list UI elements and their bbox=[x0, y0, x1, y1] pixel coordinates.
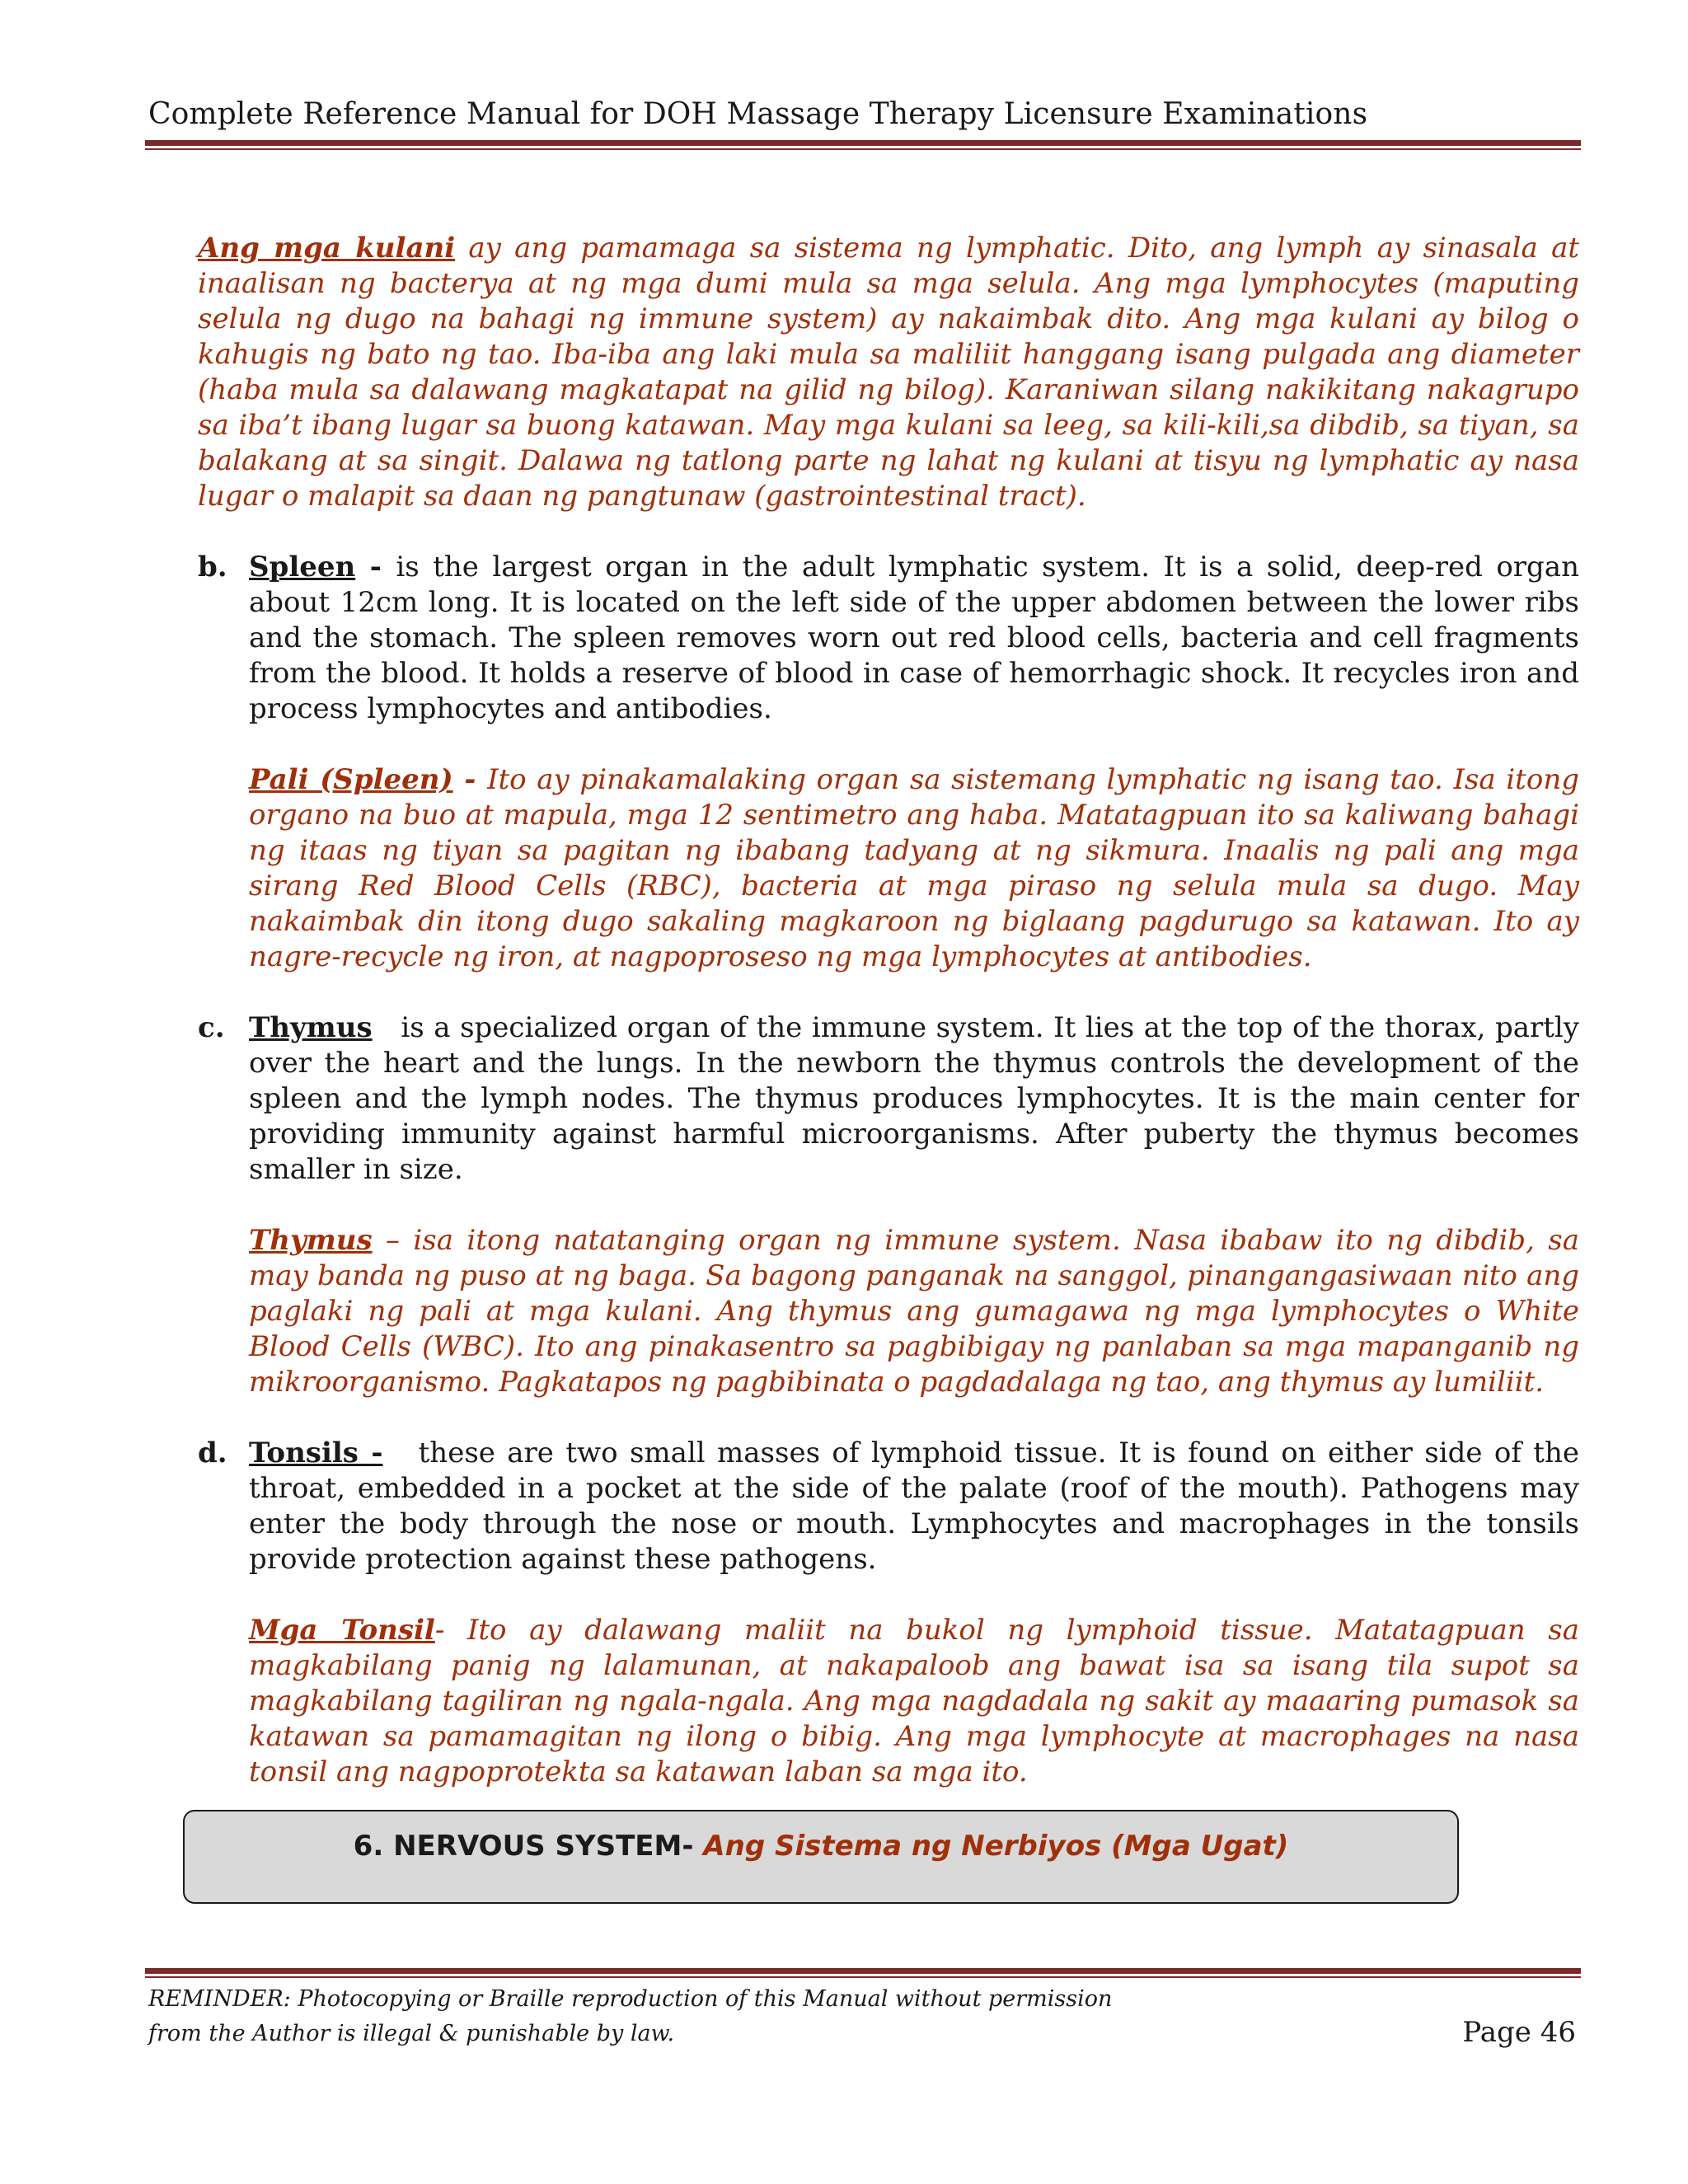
header-rule-thick bbox=[145, 140, 1581, 146]
list-item-tonsils bbox=[198, 1436, 1579, 1790]
intro-term: Ang mga kulani bbox=[198, 232, 456, 265]
footer-reminder-line2: from the Author is illegal & punishable by law. bbox=[148, 2021, 675, 2046]
tonsils-tagalog-paragraph bbox=[249, 1613, 1579, 1790]
header-rule-thin bbox=[145, 148, 1581, 150]
tonsils-tagalog-term: Mga Tonsil bbox=[249, 1614, 435, 1647]
thymus-tagalog-paragraph bbox=[249, 1223, 1579, 1400]
thymus-tagalog-separator: – bbox=[372, 1224, 414, 1257]
page-number: Page 46 bbox=[1462, 2016, 1576, 2049]
spleen-tagalog-text: Ito ay pinakamalaking organ sa sistemang lymphatic ng isang tao. Isa itong organo na buo at mapula, mga 12 sentimetro ang haba. Matatagpuan ito sa kaliwang bahagi ng itaas ng tiyan sa pagitan ng ibabang tadyang at ng sikmura. Inaalis ng pali ang mga sirang Red Blood Cells (RBC), bacteria at mga piraso ng selula mula sa dugo. May nakaimbak din itong dugo sakaling magkaroon ng biglaang pagdurugo sa katawan. Ito ay nagre-recycle ng iron, at nagpoproseso ng mga lymphocytes at antibodies. bbox=[249, 763, 1579, 973]
section-heading-tagalog: Ang Sistema ng Nerbiyos (Mga Ugat) bbox=[703, 1830, 1289, 1863]
footer-rule-thin bbox=[145, 1976, 1581, 1978]
spleen-tagalog-separator: - bbox=[452, 763, 488, 796]
tonsils-term: Tonsils - bbox=[249, 1436, 383, 1469]
page-body bbox=[198, 231, 1579, 1790]
spleen-text: is the largest organ in the adult lymphatic system. It is a solid, deep-red organ about 12cm long. It is located on the left side of the upper abdomen between the lower ribs and the stomach. The spleen removes worn out red blood cells, bacteria and cell fragments from the blood. It holds a reserve of blood in case of hemorrhagic shock. It recycles iron and process lymphocytes and antibodies. bbox=[249, 551, 1579, 725]
spleen-separator: - bbox=[355, 551, 396, 583]
spleen-english-paragraph bbox=[249, 550, 1579, 727]
intro-paragraph bbox=[198, 231, 1579, 514]
spleen-tagalog-term: Pali (Spleen) bbox=[249, 763, 453, 796]
thymus-separator bbox=[373, 1011, 401, 1044]
tonsils-tagalog-separator: - bbox=[434, 1614, 467, 1647]
thymus-english-paragraph bbox=[249, 1010, 1579, 1188]
section-heading bbox=[185, 1830, 1457, 1863]
spleen-tagalog-paragraph bbox=[249, 762, 1579, 975]
thymus-term: Thymus bbox=[249, 1011, 373, 1044]
tonsils-text: these are two small masses of lymphoid tissue. It is found on either side of the throat, embedded in a pocket at the side of the palate (roof of the mouth). Pathogens may enter the body through the nose or mouth. Lymphocytes and macrophages in the tonsils provide protection against these pathogens. bbox=[249, 1436, 1579, 1576]
thymus-tagalog-term: Thymus bbox=[249, 1224, 373, 1257]
tonsils-english-paragraph bbox=[249, 1436, 1579, 1577]
page-header-title: Complete Reference Manual for DOH Massage Therapy Licensure Examinations bbox=[148, 97, 1368, 131]
tonsils-separator bbox=[382, 1436, 418, 1469]
list-item-spleen bbox=[198, 550, 1579, 975]
section-heading-box bbox=[183, 1810, 1459, 1904]
thymus-tagalog-text: isa itong natatanging organ ng immune system. Nasa ibabaw ito ng dibdib, sa may banda ng puso at ng baga. Sa bagong panganak na sanggol, pinangangasiwaan nito ang paglaki ng pali at mga kulani. Ang thymus ang gumagawa ng mga lymphocytes o White Blood Cells (WBC). Ito ang pinakasentro sa pagbibigay ng panlaban sa mga mapanganib ng mikroorganismo. Pagkatapos ng pagbibinata o pagdadalaga ng tao, ang thymus ay lumiliit. bbox=[249, 1224, 1579, 1399]
list-item-letter: d. bbox=[198, 1436, 227, 1469]
list-item-letter: c. bbox=[198, 1011, 225, 1044]
section-heading-english: 6. NERVOUS SYSTEM- bbox=[353, 1830, 704, 1863]
list-item-thymus bbox=[198, 1010, 1579, 1400]
list-item-letter: b. bbox=[198, 551, 227, 583]
thymus-text: is a specialized organ of the immune system. It lies at the top of the thorax, partly over the heart and the lungs. In the newborn the thymus controls the development of the spleen and the lymph nodes. The thymus produces lymphocytes. It is the main center for providing immunity against harmful microorganisms. After puberty the thymus becomes smaller in size. bbox=[249, 1011, 1579, 1186]
footer-reminder-line1: REMINDER: Photocopying or Braille reproduction of this Manual without permission bbox=[148, 1986, 1113, 2012]
tonsils-tagalog-text: Ito ay dalawang maliit na bukol ng lymphoid tissue. Matatagpuan sa magkabilang panig ng lalamunan, at nakapaloob ang bawat isa sa isang tila supot sa magkabilang tagiliran ng ngala-ngala. Ang mga nagdadala ng sakit ay maaaring pumasok sa katawan sa pamamagitan ng ilong o bibig. Ang mga lymphocyte at macrophages na nasa tonsil ang nagpoprotekta sa katawan laban sa mga ito. bbox=[249, 1614, 1580, 1788]
footer-rule-thick bbox=[145, 1968, 1581, 1974]
intro-text: ay ang pamamaga sa sistema ng lymphatic. Dito, ang lymph ay sinasala at inaalisan ng bacterya at ng mga dumi mula sa mga selula. Ang mga lymphocytes (maputing selula ng dugo na bahagi ng immune system) ay nakaimbak dito. Ang mga kulani ay bilog o kahugis ng bato ng tao. Iba-iba ang laki mula sa maliliit hanggang isang pulgada ang diameter (haba mula sa dalawang magkatapat na gilid ng bilog). Karaniwan silang nakikitang nakagrupo sa iba’t ibang lugar sa buong katawan. May mga kulani sa leeg, sa kili-kili,sa dibdib, sa tiyan, sa balakang at sa singit. Dalawa ng tatlong parte ng lahat ng kulani at tisyu ng lymphatic ay nasa lugar o malapit sa daan ng pangtunaw (gastrointestinal tract). bbox=[198, 232, 1579, 513]
spleen-term: Spleen bbox=[249, 551, 356, 583]
